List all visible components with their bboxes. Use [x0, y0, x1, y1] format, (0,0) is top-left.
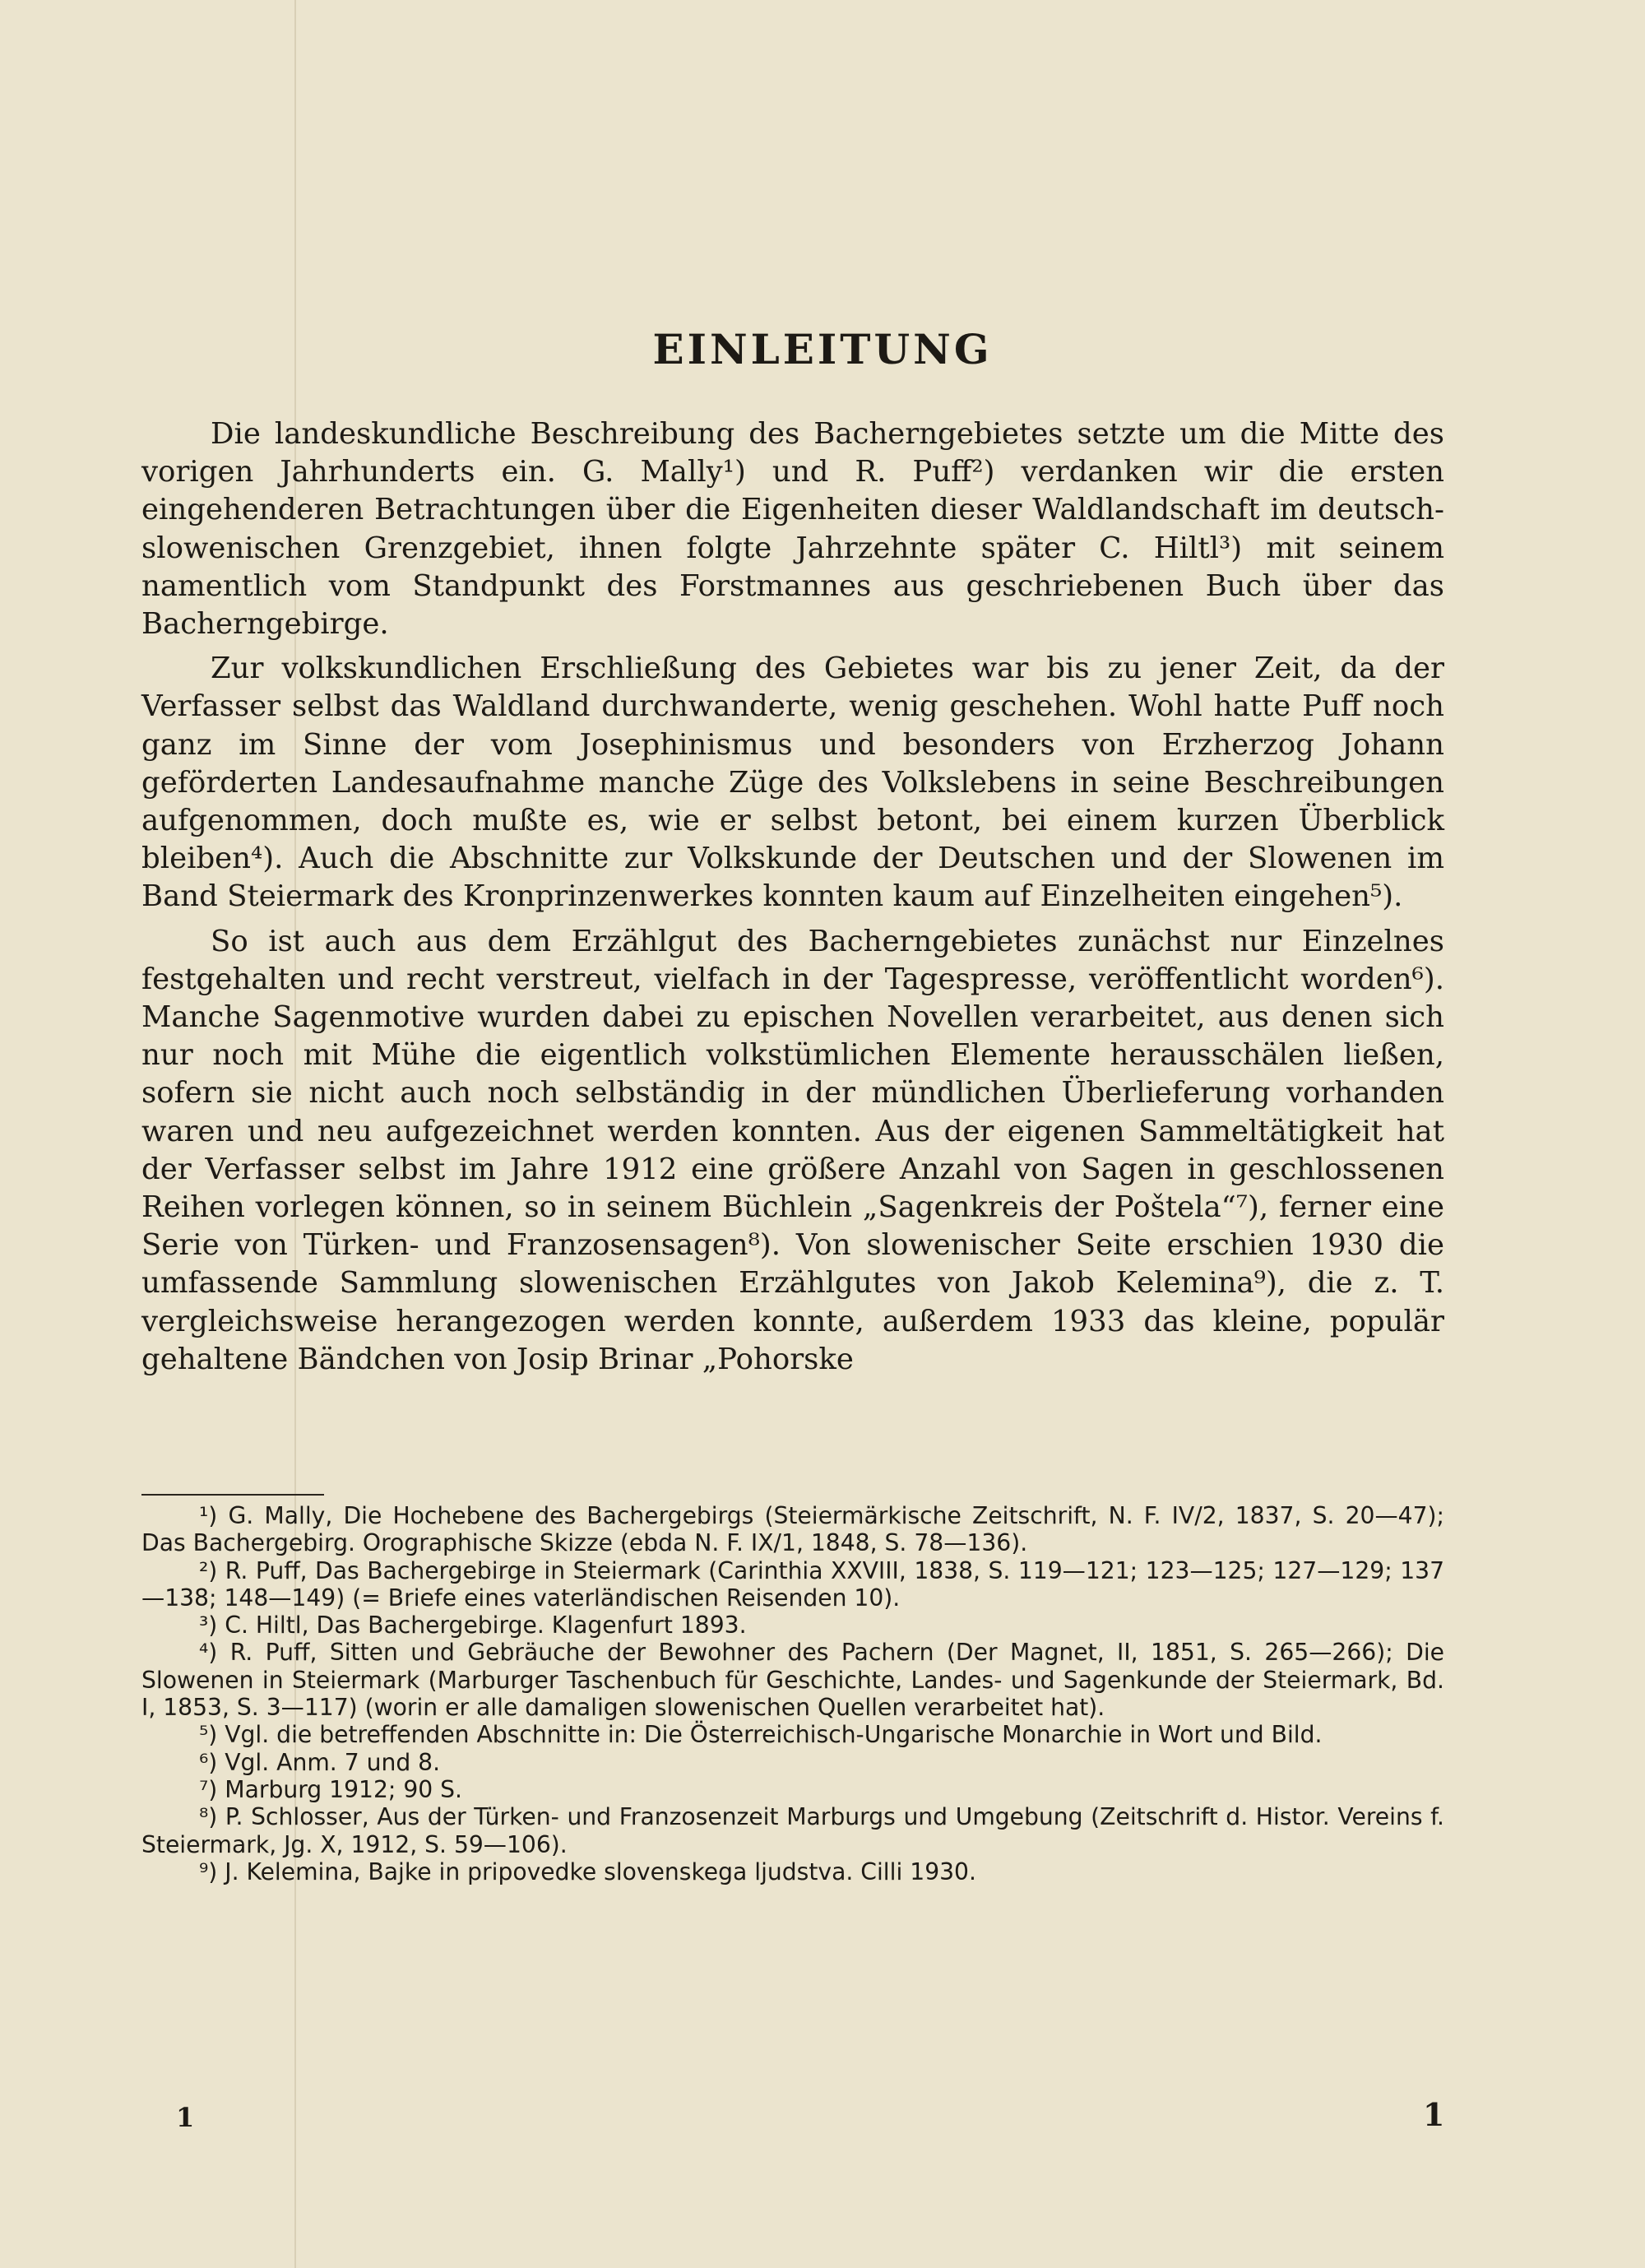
body-text: [141, 415, 1444, 1385]
footnote-4: ⁴) R. Puff, Sitten und Gebräuche der Bewohner des Pachern (Der Magnet, II, 1851, S. 265—266); Die Slowenen in Steiermark (Marburger Taschenbuch für Geschichte, Landes- und Sagenkunde der Steiermark, Bd. I, 1853, S. 3—117) (worin er alle damaligen slowenischen Quellen verarbeitet hat).: [141, 1639, 1444, 1722]
footnote-1: ¹) G. Mally, Die Hochebene des Bachergebirgs (Steiermärkische Zeitschrift, N. F. IV/2, 1837, S. 20—47); Das Bachergebirg. Orographische Skizze (ebda N. F. IX/1, 1848, S. 78—136).: [141, 1502, 1444, 1557]
signature-mark: 1: [176, 2102, 195, 2133]
paragraph-2: Zur volkskundlichen Erschließung des Gebietes war bis zu jener Zeit, da der Verfasser selbst das Waldland durchwanderte, wenig geschehen. Wohl hatte Puff noch ganz im Sinne der vom Josephinismus und besonders von Erzherzog Johann geförderten Landesaufnahme manche Züge des Volkslebens in seine Beschreibungen aufgenommen, doch mußte es, wie er selbst betont, bei einem kurzen Überblick bleiben⁴). Auch die Abschnitte zur Volkskunde der Deutschen und der Slowenen im Band Steiermark des Kronprinzenwerkes konnten kaum auf Einzelheiten eingehen⁵).: [141, 652, 1444, 914]
paragraph-3: So ist auch aus dem Erzählgut des Bacherngebietes zunächst nur Einzelnes festgehalten und recht verstreut, vielfach in der Tagespresse, veröffentlicht worden⁶). Manche Sagenmotive wurden dabei zu epischen Novellen verarbeitet, aus denen sich nur noch mit Mühe die eigentlich volkstümlichen Elemente herausschälen ließen, sofern sie nicht auch noch selbständig in der mündlichen Überlieferung vorhanden waren und neu aufgezeichnet werden konnten. Aus der eigenen Sammeltätigkeit hat der Verfasser selbst im Jahre 1912 eine größere Anzahl von Sagen in geschlossenen Reihen vorlegen können, so in seinem Büchlein „Sagenkreis der Poštela“⁷), ferner eine Serie von Türken- und Franzosensagen⁸). Von slowenischer Seite erschien 1930 die umfassende Sammlung slowenischen Erzählgutes von Jakob Kelemina⁹), die z. T. vergleichsweise herangezogen werden konnte, außerdem 1933 das kleine, populär gehaltene Bändchen von Josip Brinar „Pohorske: [141, 924, 1444, 1376]
page-number: 1: [1423, 2096, 1445, 2133]
footnote-2: ²) R. Puff, Das Bachergebirge in Steiermark (Carinthia XXVIII, 1838, S. 119—121; 123—125; 127—129; 137—138; 148—149) (= Briefe eines vaterländischen Reisenden 10).: [141, 1556, 1444, 1612]
footnote-7: ⁷) Marburg 1912; 90 S.: [199, 1775, 463, 1803]
footnote-8: ⁸) P. Schlosser, Aus der Türken- und Franzosenzeit Marburgs und Umgebung (Zeitschrift d. Histor. Vereins f. Steiermark, Jg. X, 1912, S. 59—106).: [141, 1803, 1444, 1858]
chapter-title: EINLEITUNG: [652, 325, 993, 373]
footnotes: [141, 1502, 1444, 1885]
footnote-rule: [141, 1494, 324, 1496]
paragraph-1: Die landeskundliche Beschreibung des Bacherngebietes setzte um die Mitte des vorigen Jahrhunderts ein. G. Mally¹) und R. Puff²) verdanken wir die ersten eingehenderen Betrachtungen über die Eigenheiten dieser Waldlandschaft im deutsch-slowenischen Grenzgebiet, ihnen folgte Jahrzehnte später C. Hiltl³) mit seinem namentlich vom Standpunkt des Forstmannes aus geschriebenen Buch über das Bacherngebirge.: [141, 417, 1444, 642]
footnote-6: ⁶) Vgl. Anm. 7 und 8.: [199, 1748, 441, 1776]
footnote-3: ³) C. Hiltl, Das Bachergebirge. Klagenfurt 1893.: [199, 1612, 747, 1640]
footnote-5: ⁵) Vgl. die betreffenden Abschnitte in: Die Österreichisch-Ungarische Monarchie in Wort und Bild.: [199, 1721, 1323, 1749]
footnote-9: ⁹) J. Kelemina, Bajke in pripovedke slovenskega ljudstva. Cilli 1930.: [199, 1858, 976, 1885]
